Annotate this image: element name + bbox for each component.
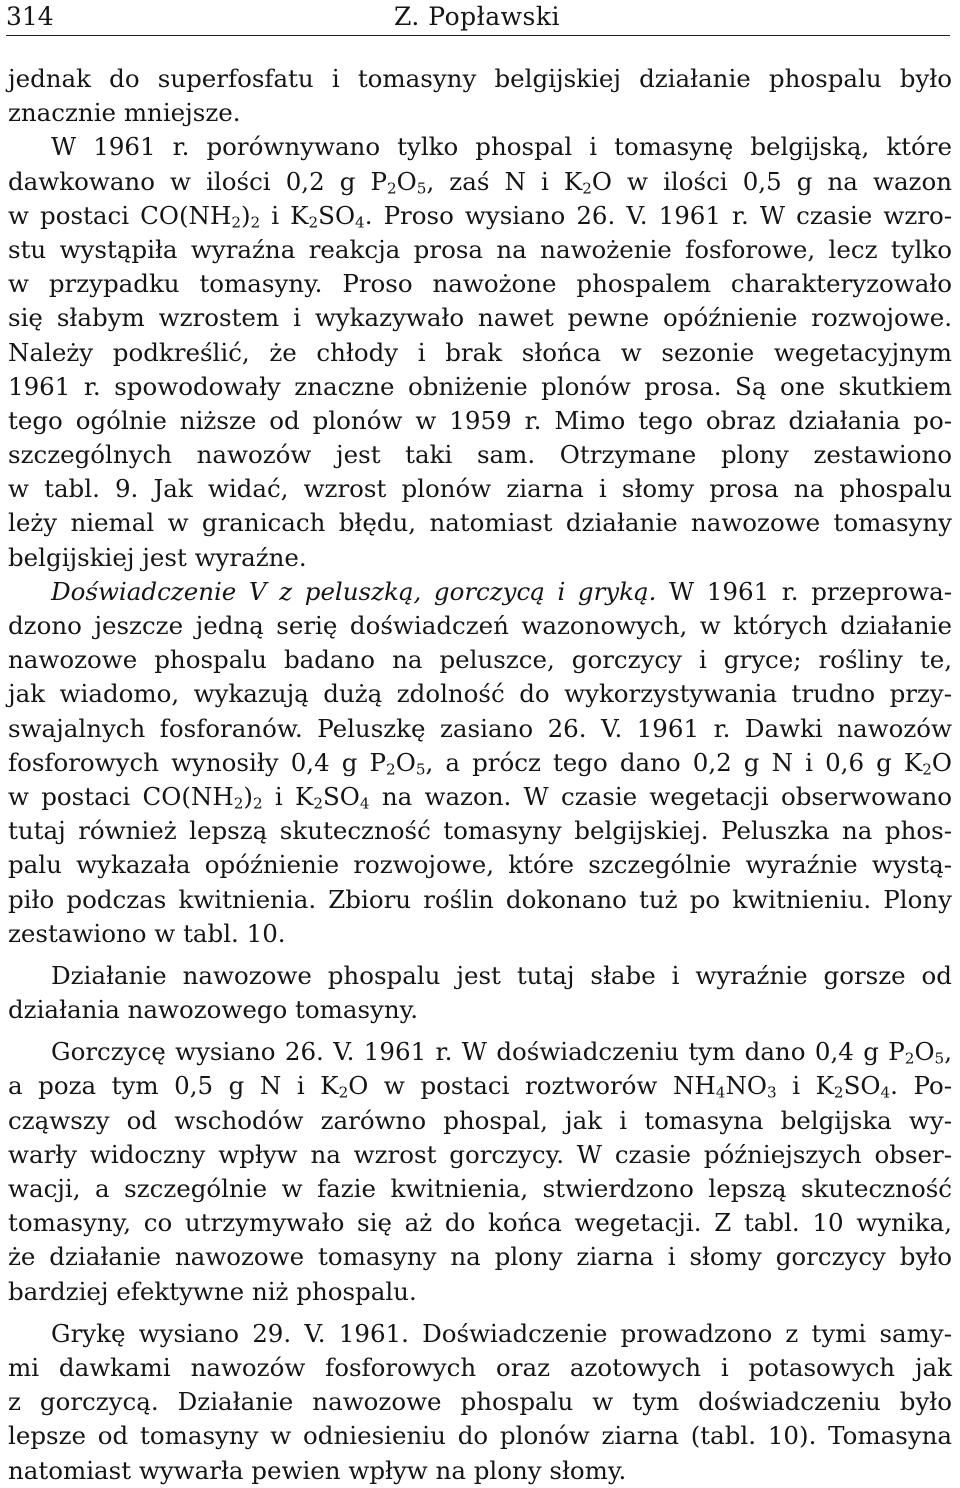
text-line: cząwszy od wschodów zarówno phospal, jak i tomasyna belgijska wy- xyxy=(8,1105,952,1135)
text-line: się słabym wzrostem i wykazywało nawet pewne opóźnienie rozwojowe. xyxy=(8,303,952,333)
text-line: Grykę wysiano 29. V. 1961. Doświadczenie prowadzono z tymi samy- xyxy=(51,1318,952,1348)
text-line: w przypadku tomasyny. Proso nawożone phospalem charakteryzowało xyxy=(8,269,952,299)
text-line: w tabl. 9. Jak widać, wzrost plonów ziarna i słomy prosa na phospalu xyxy=(8,474,952,504)
paragraph xyxy=(8,130,952,574)
text-line: swajalnych fosforanów. Peluszkę zasiano 26. V. 1961 r. Dawki nawozów xyxy=(8,713,952,743)
paragraph-gap xyxy=(8,1027,952,1035)
text-line: dzono jeszcze jedną serię doświadczeń wazonowych, w których działanie xyxy=(8,611,952,640)
text-line: 1961 r. spowodowały znaczne obniżenie plonów prosa. Są one skutkiem xyxy=(8,371,952,401)
text-line: że działanie nawozowe tomasyny na plony ziarna i słomy gorczycy było xyxy=(8,1242,952,1272)
text-line: warły widoczny wpływ na wzrost gorczycy. W czasie późniejszych obser- xyxy=(8,1139,952,1169)
text-line: z gorczycą. Działanie nawozowe phospalu w tym doświadczeniu było xyxy=(8,1387,952,1417)
body-text xyxy=(8,62,952,1488)
text-line: tutaj również lepszą skuteczność tomasyny belgijskiej. Peluszka na phos- xyxy=(8,816,952,846)
text-line: piło podczas kwitnienia. Zbioru roślin dokonano tuż po kwitnieniu. Plony xyxy=(8,884,952,914)
text-line: a poza tym 0,5 g N i $K_2O$ w postaci roztworów $NH_4NO_3$ i $K_2SO_4$. Po- xyxy=(8,1071,952,1102)
text-line: Należy podkreślić, że chłody i brak słońca w sezonie wegetacyjnym xyxy=(8,337,952,367)
text-line: Doświadczenie V z peluszką, gorczycą i gryką. W 1961 r. przeprowa- xyxy=(51,576,952,606)
text-line: wacji, a szczególnie w fazie kwitnienia, stwierdzono lepszą skuteczność xyxy=(8,1174,952,1203)
paragraph xyxy=(8,1317,952,1488)
header-divider xyxy=(6,35,950,36)
text-line: lepsze od tomasyny w odniesieniu do plonów ziarna (tabl. 10). Tomasyna xyxy=(8,1421,952,1451)
text-line: szczególnych nawozów jest taki sam. Otrzymane plony zestawiono xyxy=(8,440,952,470)
text-line: nawozowe phospalu badano na peluszce, gorczycy i gryce; rośliny te, xyxy=(8,645,952,675)
text-line: natomiast wywarła pewien wpływ na plony słomy. xyxy=(8,1455,627,1485)
text-line: fosforowych wynosiły 0,4 g $P_2O_5$, a prócz tego dano 0,2 g N i 0,6 g $K_2O$ xyxy=(8,747,952,779)
text-line: leży niemal w granicach błędu, natomiast działanie nawozowe tomasyny xyxy=(8,508,952,538)
paragraph xyxy=(8,959,952,1027)
text-line: palu wykazała opóźnienie rozwojowe, które szczególnie wyraźnie wystą- xyxy=(8,850,952,880)
text-line: Działanie nawozowe phospalu jest tutaj słabe i wyraźnie gorsze od xyxy=(51,960,952,990)
paragraph-gap xyxy=(8,1309,952,1317)
text-line: zestawiono w tabl. 10. xyxy=(8,918,286,948)
text-line: stu wystąpiła wyraźna reakcja prosa na nawożenie fosforowe, lecz tylko xyxy=(8,234,952,264)
text-line: Gorczycę wysiano 26. V. 1961 r. W doświadczeniu tym dano 0,4 g $P_2O_5$, xyxy=(51,1037,952,1068)
paragraph xyxy=(8,1035,952,1309)
text-line: jak wiadomo, wykazują dużą zdolność do wykorzystywania trudno przy- xyxy=(8,679,952,709)
running-title: Z. Popławski xyxy=(393,2,561,31)
text-line: mi dawkami nawozów fosforowych oraz azotowych i potasowych jak xyxy=(8,1352,952,1382)
paragraph-gap xyxy=(8,951,952,959)
text-line: w postaci $CO(NH_2)_2$ i $K_2SO_4$. Proso wysiano 26. V. 1961 r. W czasie wzro- xyxy=(8,200,952,232)
text-line: jednak do superfosfatu i tomasyny belgijskiej działanie phospalu było xyxy=(8,64,952,93)
text-line: w postaci $CO(NH_2)_2$ i $K_2SO_4$ na wazon. W czasie wegetacji obserwowano xyxy=(8,781,952,813)
paragraph xyxy=(8,575,952,951)
text-line: znacznie mniejsze. xyxy=(8,98,241,128)
text-line: dawkowano w ilości 0,2 g $P_2O_5$, zaś N i $K_2O$ w ilości 0,5 g na wazon xyxy=(8,166,952,197)
paragraph xyxy=(8,62,952,130)
text-line: bardziej efektywne niż phospalu. xyxy=(8,1276,417,1306)
page-number: 314 xyxy=(6,2,54,31)
text-line: W 1961 r. porównywano tylko phospal i tomasynę belgijską, które xyxy=(51,132,952,162)
page-header xyxy=(6,0,948,30)
text-line: tomasyny, co utrzymywało się aż do końca wegetacji. Z tabl. 10 wynika, xyxy=(8,1208,952,1238)
text-line: działania nawozowego tomasyny. xyxy=(8,995,419,1025)
text-line: tego ogólnie niższe od plonów w 1959 r. Mimo tego obraz działania po- xyxy=(8,405,952,435)
text-line: belgijskiej jest wyraźne. xyxy=(8,542,307,572)
